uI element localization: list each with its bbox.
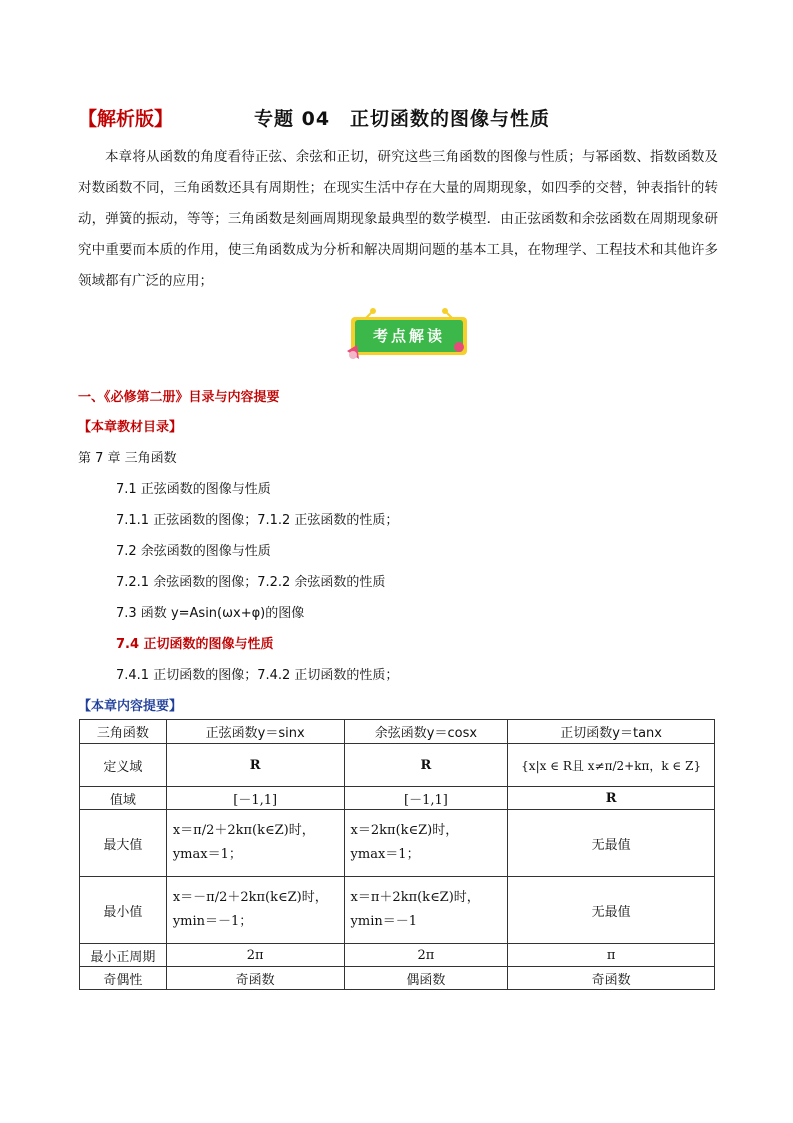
cell-line: x＝π＋2kπ(k∈Z)时， <box>350 890 480 905</box>
version-tag: 【解析版】 <box>78 108 174 130</box>
cell-line: ymax＝1； <box>350 847 420 862</box>
section-heading-2: 【本章教材目录】 <box>78 420 183 435</box>
table-cell: R <box>166 744 344 787</box>
toc-item: 7.1 正弦函数的图像与性质 <box>116 482 271 497</box>
table-header-row <box>80 720 715 744</box>
cell-line: ymin＝－1； <box>172 914 253 929</box>
table-header-cell: 余弦函数y＝cosx <box>344 720 508 744</box>
table-cell: [－1,1] <box>344 787 508 810</box>
intro-paragraph: 本章将从函数的角度看待正弦、余弦和正切，研究这些三角函数的图像与性质；与幂函数、指数函数及对数函数不同，三角函数还具有周期性；在现实生活中存在大量的周期现象，如四季的交替，钟表指针的转动，弹簧的振动，等等；三角函数是刻画周期现象最典型的数学模型．由正弦函数和余弦函数在周期现象研究中重要而本质的作用，使三角函数成为分析和解决周期问题的基本工具，在物理学、工程技术和其他许多领域都有广泛的应用； <box>78 149 718 289</box>
toc-item-current: 7.4 正切函数的图像与性质 <box>116 637 274 652</box>
toc-item: 7.1.1 正弦函数的图像；7.1.2 正弦函数的性质； <box>116 513 399 528</box>
table-cell: 奇函数 <box>508 967 715 990</box>
cell-line: ymax＝1； <box>172 847 242 862</box>
table-cell <box>344 877 508 944</box>
table-cell: 奇函数 <box>166 967 344 990</box>
row-label: 最小正周期 <box>80 944 167 967</box>
cell-line: x＝2kπ(k∈Z)时， <box>350 823 459 838</box>
cell-line: ymin＝－1 <box>350 914 418 929</box>
toc-item: 7.3 函数 y=Asin(ωx+φ)的图像 <box>116 606 305 621</box>
table-cell: {x|x ∈ R且 x≠π/2+kπ，k ∈ Z} <box>508 744 715 787</box>
table-cell: 2π <box>166 944 344 967</box>
section-heading-1: 一、《必修第二册》目录与内容提要 <box>78 390 280 405</box>
badge-label: 考点解读 <box>372 327 445 345</box>
properties-table <box>79 719 715 990</box>
table-cell <box>166 810 344 877</box>
table-cell: 2π <box>344 944 508 967</box>
cell-line: x＝－π/2＋2kπ(k∈Z)时， <box>172 890 328 905</box>
row-label: 值域 <box>80 787 167 810</box>
cell-line: x＝π/2＋2kπ(k∈Z)时， <box>172 823 315 838</box>
toc-chapter: 第 7 章 三角函数 <box>78 451 177 466</box>
toc-item: 7.4.1 正切函数的图像；7.4.2 正切函数的性质； <box>116 668 399 683</box>
row-label: 奇偶性 <box>80 967 167 990</box>
row-label: 定义域 <box>80 744 167 787</box>
row-label: 最小值 <box>80 877 167 944</box>
table-header-cell: 三角函数 <box>80 720 167 744</box>
table-header-cell: 正弦函数y＝sinx <box>166 720 344 744</box>
table-row-parity <box>80 967 715 990</box>
row-label: 最大值 <box>80 810 167 877</box>
table-cell: π <box>508 944 715 967</box>
table-cell: [－1,1] <box>166 787 344 810</box>
table-header-cell: 正切函数y＝tanx <box>508 720 715 744</box>
table-row-range <box>80 787 715 810</box>
table-cell <box>166 877 344 944</box>
kaodian-badge <box>345 307 473 367</box>
table-cell: 无最值 <box>508 810 715 877</box>
page-title: 专题 04 正切函数的图像与性质 <box>254 108 551 130</box>
table-row-period <box>80 944 715 967</box>
table-cell: 偶函数 <box>344 967 508 990</box>
table-row-min <box>80 877 715 944</box>
table-cell: 无最值 <box>508 877 715 944</box>
section-heading-3: 【本章内容提要】 <box>78 699 183 714</box>
toc-item: 7.2 余弦函数的图像与性质 <box>116 544 271 559</box>
table-row-max <box>80 810 715 877</box>
title-row <box>78 104 718 132</box>
toc-item: 7.2.1 余弦函数的图像；7.2.2 余弦函数的性质 <box>116 575 386 590</box>
table-cell <box>344 810 508 877</box>
table-cell: R <box>508 787 715 810</box>
table-row-domain <box>80 744 715 787</box>
table-cell: R <box>344 744 508 787</box>
